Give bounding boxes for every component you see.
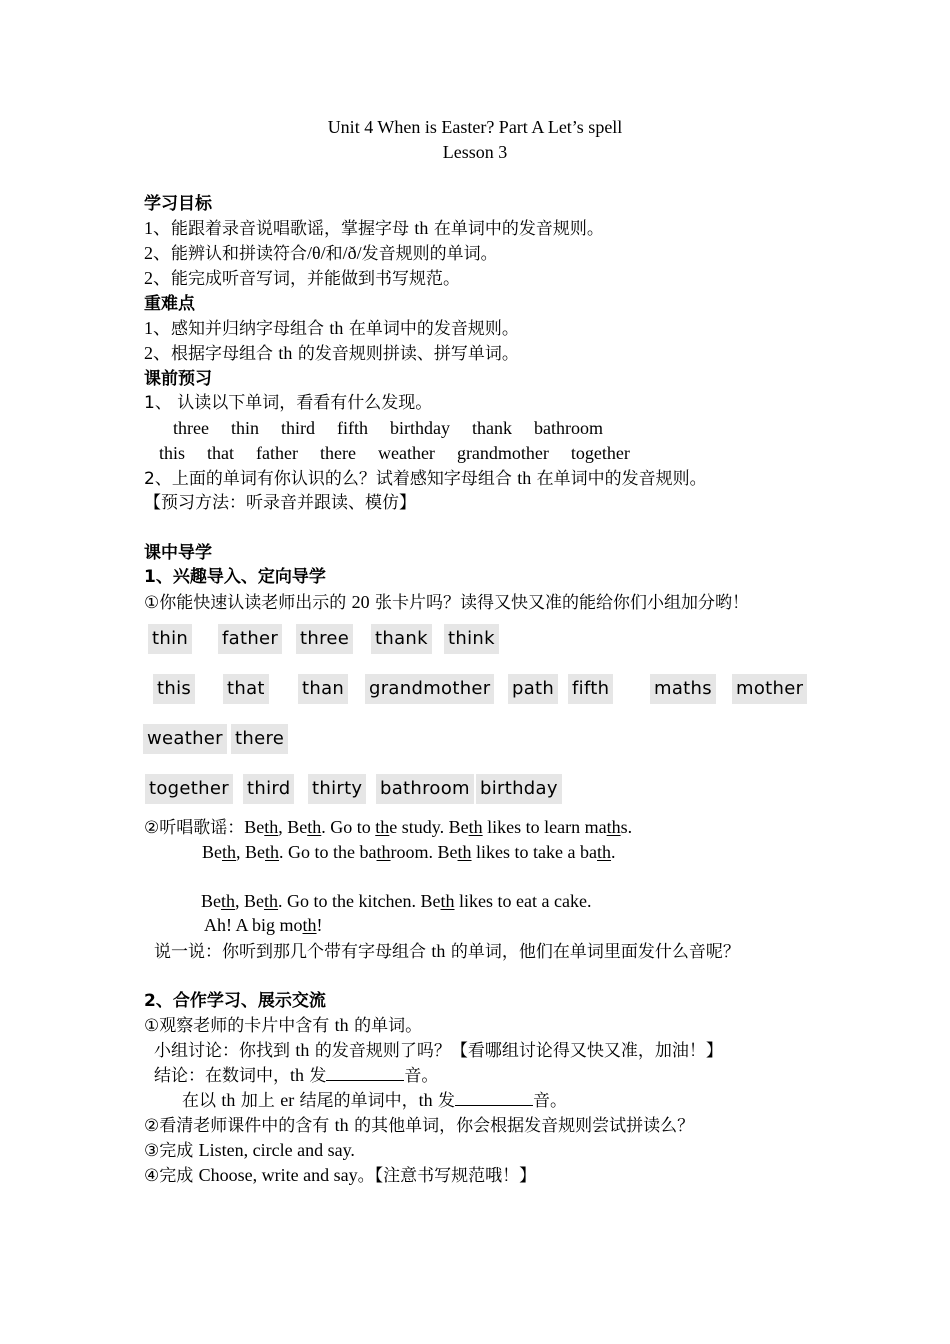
- section-2-heading: 2、合作学习、展示交流: [144, 991, 326, 1011]
- item-text: ④完成: [144, 1166, 199, 1186]
- word-card: there: [231, 724, 288, 754]
- chant-segment: likes to learn ma: [482, 817, 607, 837]
- underlined-th: th: [468, 817, 483, 837]
- key-points-heading: 重难点: [144, 294, 195, 314]
- item-number: 2、: [144, 243, 171, 263]
- item-text: 的单词。: [348, 1016, 423, 1036]
- underlined-th: th: [265, 842, 280, 862]
- word-card: thirty: [308, 774, 366, 804]
- preview-words-row-1: [173, 416, 625, 441]
- say-latin: th: [431, 941, 446, 961]
- key-point-text: 根据字母组合: [171, 344, 279, 364]
- key-point-latin: th: [278, 343, 293, 363]
- chant-segment: .: [611, 842, 616, 862]
- item-latin: Choose, write and say: [198, 1165, 358, 1185]
- item-number: 1、: [144, 218, 171, 238]
- chant-segment: likes to eat a cake.: [454, 891, 592, 911]
- key-point-latin: th: [329, 318, 344, 338]
- objectives-heading: 学习目标: [144, 194, 212, 214]
- preview-method: 【预习方法：听录音并跟读、模仿】: [144, 493, 416, 513]
- key-point-item-1: [144, 316, 519, 342]
- chant-segment: Ah! A big mo: [204, 915, 303, 935]
- word: three: [173, 418, 209, 438]
- key-point-item-2: [144, 341, 519, 367]
- chant-line-2: [202, 840, 616, 865]
- chant-segment: likes to take a ba: [471, 842, 598, 862]
- item-text: 。【注意书写规范哦！】: [357, 1166, 537, 1186]
- word-card: think: [444, 624, 499, 654]
- word-card: weather: [143, 724, 227, 754]
- chant-line-4: [204, 913, 323, 938]
- chant-segment: Be: [202, 842, 222, 862]
- preview-words-row-2: [159, 441, 652, 466]
- document-title: Unit 4 When is Easter? Part A Let’s spell: [327, 117, 623, 137]
- chant-segment: . Go to the ba: [279, 842, 377, 862]
- chant-segment: Be: [244, 817, 265, 837]
- word-card: together: [145, 774, 233, 804]
- underlined-th: th: [457, 842, 472, 862]
- item-text: 的其他单词，你会根据发音规则尝试拼读么？: [348, 1116, 695, 1136]
- objective-item-1: [144, 216, 604, 242]
- chant-segment: . Go to: [321, 817, 376, 837]
- preview-item-1: 1、 认读以下单词，看看有什么发现。: [144, 393, 433, 413]
- word-card: mother: [732, 674, 807, 704]
- chant-line-3: [201, 889, 591, 914]
- word-card: that: [223, 674, 269, 704]
- item-text: ②看清老师课件中的含有: [144, 1116, 335, 1136]
- underlined-th: th: [302, 915, 317, 935]
- word: this: [159, 443, 186, 463]
- chant-label: ②听唱歌谣：: [144, 818, 245, 838]
- conclusion-text: 结论：在数词中，: [154, 1066, 290, 1086]
- in-class-heading: 课中导学: [144, 543, 212, 563]
- objective-latin: th: [414, 218, 429, 238]
- key-point-text: 的发音规则拼读、拼写单词。: [292, 344, 519, 364]
- word: that: [207, 443, 235, 463]
- objective-text: 能完成听音写词，并能做到书写规范。: [171, 269, 460, 289]
- word: bathroom: [534, 418, 603, 438]
- chant-segment: , Be: [278, 817, 308, 837]
- underlined-th: th: [222, 842, 237, 862]
- chant-segment: e study. Be: [389, 817, 469, 837]
- item-latin: th: [334, 1015, 349, 1035]
- section-2-item-4: [144, 1163, 536, 1189]
- preview-text: 2、上面的单词有你认识的么？试着感知字母组合: [144, 469, 518, 489]
- word: together: [570, 443, 630, 463]
- item-number: 2、: [144, 268, 171, 288]
- fill-in-blank[interactable]: [326, 1064, 404, 1081]
- section-2-item-1: [144, 1013, 422, 1039]
- prompt-text: 张卡片吗？读得又快又准的能给你们小组加分哟！: [369, 593, 750, 613]
- word-card: path: [508, 674, 558, 704]
- group-discussion: [154, 1038, 723, 1064]
- item-number: 2、: [144, 343, 171, 363]
- card-count: 20: [351, 592, 370, 612]
- item-text: ③完成: [144, 1141, 199, 1161]
- word: fifth: [337, 418, 368, 438]
- conclusion-latin: th: [290, 1065, 305, 1085]
- section-1-heading: 1、兴趣导入、定向导学: [144, 567, 326, 587]
- conclusion-2: [182, 1088, 567, 1114]
- section-2-item-2: [144, 1113, 694, 1139]
- underlined-th: th: [221, 891, 236, 911]
- word-card: bathroom: [376, 774, 474, 804]
- chant-text: [244, 817, 632, 837]
- word-card: third: [243, 774, 294, 804]
- discussion-text: 的发音规则了吗？【看哪组讨论得又快又准，加油！】: [309, 1041, 723, 1061]
- chant-segment: , Be: [235, 891, 265, 911]
- preview-text: 在单词中的发音规则。: [531, 469, 707, 489]
- prompt-text: ①你能快速认读老师出示的: [144, 593, 352, 613]
- chant-segment: , Be: [236, 842, 266, 862]
- conclusion-text: 音。: [533, 1091, 568, 1111]
- word-card: three: [296, 624, 353, 654]
- fill-in-blank[interactable]: [455, 1089, 533, 1106]
- underlined-th: th: [264, 817, 279, 837]
- objective-text: 和: [325, 244, 343, 264]
- word-card: than: [298, 674, 348, 704]
- preview-heading: 课前预习: [144, 369, 212, 389]
- word-card: thank: [371, 624, 432, 654]
- word: there: [319, 443, 356, 463]
- phonetic-eth: /ð/: [342, 243, 362, 263]
- section-2-item-3: [144, 1138, 355, 1164]
- discussion-latin: th: [295, 1040, 310, 1060]
- key-point-text: 感知并归纳字母组合: [171, 319, 330, 339]
- objective-text: 发音规则的单词。: [361, 244, 498, 264]
- word-card: maths: [650, 674, 716, 704]
- word: thank: [472, 418, 512, 438]
- conclusion-text: 发: [304, 1066, 327, 1086]
- lesson-number: Lesson 3: [442, 142, 508, 162]
- objective-text: 在单词中的发音规则。: [428, 219, 604, 239]
- conclusion-text: 在以: [182, 1091, 222, 1111]
- item-latin: Listen, circle and say.: [198, 1140, 355, 1160]
- phonetic-theta: /θ/: [307, 243, 326, 263]
- say-prompt: [154, 939, 740, 965]
- item-latin: th: [334, 1115, 349, 1135]
- conclusion-text: 音。: [404, 1066, 439, 1086]
- item-text: ①观察老师的卡片中含有: [144, 1016, 335, 1036]
- word: thin: [230, 418, 259, 438]
- underlined-th: th: [307, 817, 322, 837]
- conclusion-text: 发: [432, 1091, 456, 1111]
- word-card: fifth: [568, 674, 613, 704]
- word-card: thin: [148, 624, 192, 654]
- conclusion-text: 结尾的单词中，: [294, 1091, 419, 1111]
- chant-segment: !: [316, 915, 323, 935]
- conclusion-latin: th: [221, 1090, 236, 1110]
- underlined-th: th: [440, 891, 455, 911]
- chant-line-1: [144, 815, 632, 841]
- word-card: birthday: [476, 774, 562, 804]
- underlined-th: th: [376, 842, 391, 862]
- say-text: 的单词，他们在单词里面发什么音呢？: [445, 942, 740, 962]
- say-text: 说一说：你听到那几个带有字母组合: [154, 942, 432, 962]
- underlined-th: th: [375, 817, 390, 837]
- underlined-th: th: [264, 891, 279, 911]
- word: birthday: [390, 418, 450, 438]
- conclusion-1: [154, 1063, 438, 1089]
- item-number: 1、: [144, 318, 171, 338]
- objective-text: 能跟着录音说唱歌谣，掌握字母: [171, 219, 415, 239]
- preview-latin: th: [517, 468, 532, 488]
- objective-item-2: [144, 241, 498, 267]
- objective-item-3: [144, 266, 460, 292]
- word-card: grandmother: [365, 674, 494, 704]
- discussion-text: 小组讨论：你找到: [154, 1041, 296, 1061]
- word: weather: [377, 443, 435, 463]
- word-card: father: [218, 624, 282, 654]
- word: father: [256, 443, 298, 463]
- underlined-th: th: [597, 842, 612, 862]
- objective-text: 能辨认和拼读符合: [171, 244, 307, 264]
- word: third: [281, 418, 315, 438]
- word-card: this: [153, 674, 195, 704]
- preview-item-2: [144, 466, 707, 492]
- conclusion-latin: er: [280, 1090, 295, 1110]
- chant-segment: . Go to the kitchen. Be: [278, 891, 441, 911]
- conclusion-text: 加上: [235, 1091, 281, 1111]
- cards-prompt: [144, 590, 749, 616]
- key-point-text: 在单词中的发音规则。: [343, 319, 519, 339]
- chant-segment: s.: [620, 817, 633, 837]
- underlined-th: th: [606, 817, 621, 837]
- chant-segment: room. Be: [390, 842, 458, 862]
- conclusion-latin: th: [418, 1090, 433, 1110]
- word: grandmother: [456, 443, 549, 463]
- chant-segment: Be: [201, 891, 221, 911]
